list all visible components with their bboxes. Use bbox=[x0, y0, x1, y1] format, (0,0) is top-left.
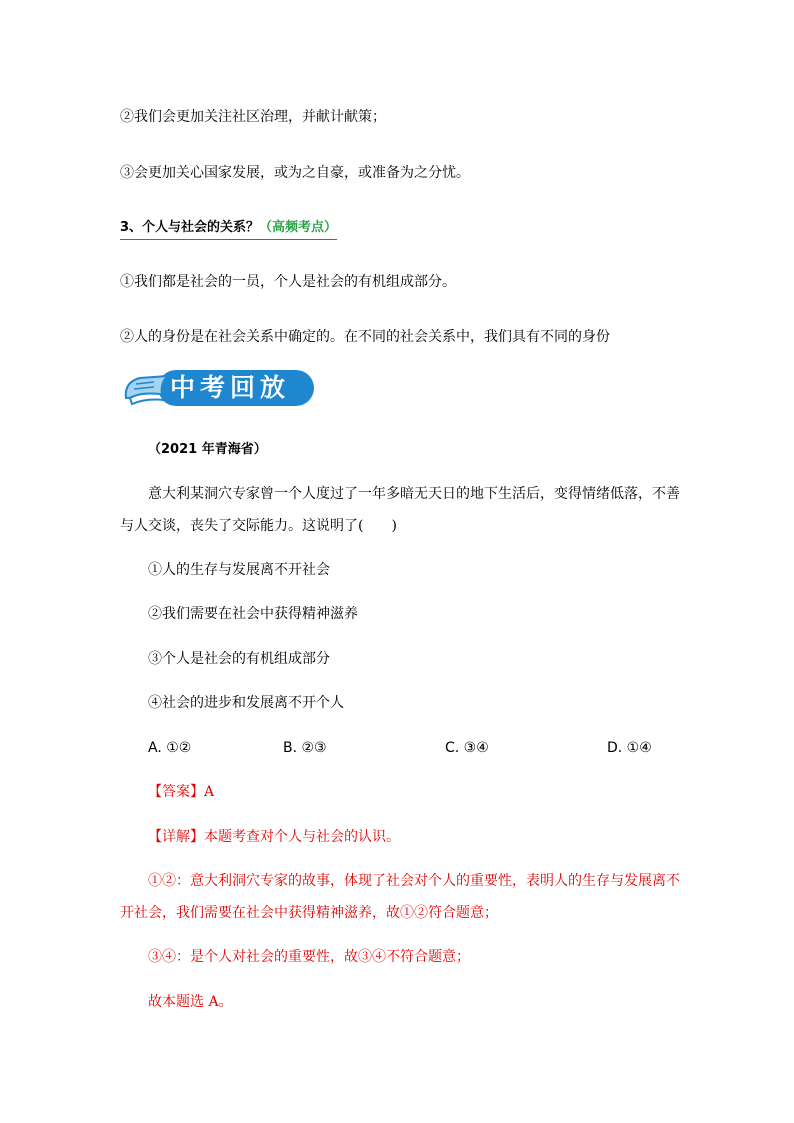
explanation-1-line-2: 开社会，我们需要在社会中获得精神滋养，故①②符合题意； bbox=[120, 905, 498, 921]
conclusion-line: 故本题选 A。 bbox=[148, 994, 233, 1010]
option-d: D. ①④ bbox=[607, 740, 652, 756]
high-frequency-tag: （高频考点） bbox=[259, 220, 338, 235]
section-3-item-2: ②人的身份是在社会关系中确定的。在不同的社会关系中，我们具有不同的身份 bbox=[120, 329, 610, 345]
question-stem-line-2: 与人交谈，丧失了交际能力。这说明了( ) bbox=[120, 518, 397, 534]
detail-line: 【详解】本题考查对个人与社会的认识。 bbox=[148, 829, 400, 845]
question-source: （2021 年青海省） bbox=[148, 442, 267, 457]
section-3-title: 3、个人与社会的关系？ bbox=[120, 220, 260, 235]
option-b: B. ②③ bbox=[283, 740, 327, 756]
statement-2: ②我们需要在社会中获得精神滋养 bbox=[148, 606, 358, 622]
statement-3: ③个人是社会的有机组成部分 bbox=[148, 651, 330, 667]
statement-1: ①人的生存与发展离不开社会 bbox=[148, 562, 330, 578]
option-c: C. ③④ bbox=[445, 740, 489, 756]
exam-review-banner bbox=[120, 368, 316, 408]
statement-4: ④社会的进步和发展离不开个人 bbox=[148, 695, 344, 711]
point-3: ③会更加关心国家发展，或为之自豪，或准备为之分忧。 bbox=[120, 165, 470, 181]
section-3-heading bbox=[120, 218, 337, 240]
section-3-item-1: ①我们都是社会的一员，个人是社会的有机组成部分。 bbox=[120, 274, 456, 290]
banner-title: 中考回放 bbox=[170, 373, 291, 402]
option-a: A. ①② bbox=[148, 740, 192, 756]
explanation-2: ③④：是个人对社会的重要性，故③④不符合题意； bbox=[148, 949, 470, 965]
answer-line: 【答案】A bbox=[148, 784, 215, 800]
explanation-1-line-1: ①②：意大利洞穴专家的故事，体现了社会对个人的重要性，表明人的生存与发展离不 bbox=[148, 873, 680, 889]
point-2: ②我们会更加关注社区治理，并献计献策； bbox=[120, 109, 386, 125]
question-stem-line-1: 意大利某洞穴专家曾一个人度过了一年多暗无天日的地下生活后，变得情绪低落，不善 bbox=[148, 486, 680, 502]
